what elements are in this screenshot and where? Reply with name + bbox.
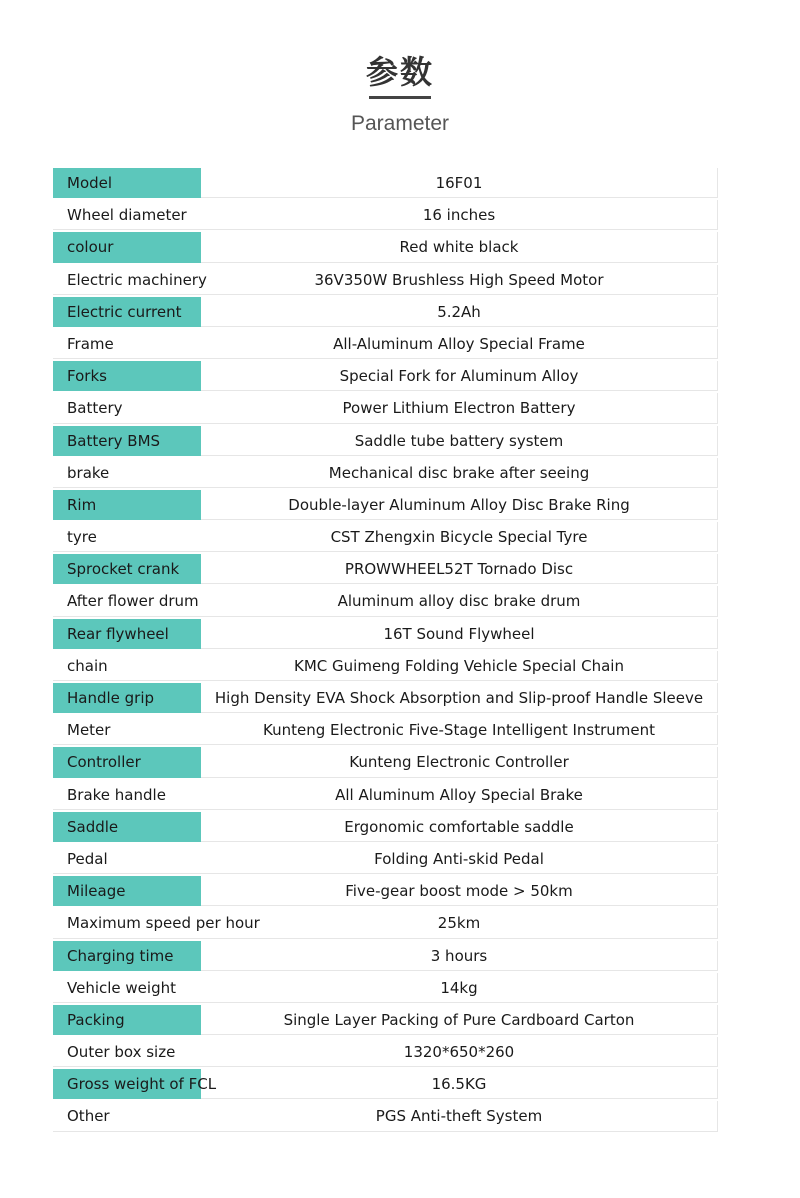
spec-row	[53, 522, 718, 552]
spec-value: Aluminum alloy disc brake drum	[201, 586, 718, 616]
spec-value: Special Fork for Aluminum Alloy	[201, 361, 718, 391]
spec-value: Kunteng Electronic Controller	[201, 747, 718, 777]
spec-row	[53, 941, 718, 971]
spec-row	[53, 1037, 718, 1067]
spec-row	[53, 490, 718, 520]
spec-label: Saddle	[53, 812, 201, 842]
spec-label: Mileage	[53, 876, 201, 906]
spec-row	[53, 458, 718, 488]
spec-value: Folding Anti-skid Pedal	[201, 844, 718, 874]
spec-label: Sprocket crank	[53, 554, 201, 584]
spec-row	[53, 747, 718, 777]
spec-label: Rear flywheel	[53, 619, 201, 649]
spec-label: Battery	[53, 393, 201, 423]
spec-label: After flower drum	[53, 586, 201, 616]
spec-value: 16.5KG	[201, 1069, 718, 1099]
spec-label: Frame	[53, 329, 201, 359]
spec-row	[53, 780, 718, 810]
spec-label: tyre	[53, 522, 201, 552]
spec-row	[53, 1069, 718, 1099]
spec-label: Wheel diameter	[53, 200, 201, 230]
spec-row	[53, 1005, 718, 1035]
page-title-en: Parameter	[350, 112, 450, 135]
spec-value: 16 inches	[201, 200, 718, 230]
spec-row	[53, 361, 718, 391]
spec-table	[53, 168, 718, 1134]
spec-label: Pedal	[53, 844, 201, 874]
spec-label: Brake handle	[53, 780, 201, 810]
spec-value: 1320*650*260	[201, 1037, 718, 1067]
spec-row	[53, 200, 718, 230]
spec-value: Mechanical disc brake after seeing	[201, 458, 718, 488]
spec-value: Single Layer Packing of Pure Cardboard Carton	[201, 1005, 718, 1035]
spec-label: Rim	[53, 490, 201, 520]
spec-label: Controller	[53, 747, 201, 777]
spec-row	[53, 329, 718, 359]
spec-value: 16F01	[201, 168, 718, 198]
spec-label: Other	[53, 1101, 201, 1131]
spec-value: All-Aluminum Alloy Special Frame	[201, 329, 718, 359]
spec-label: Battery BMS	[53, 426, 201, 456]
spec-row	[53, 586, 718, 616]
spec-value: 36V350W Brushless High Speed Motor	[201, 265, 718, 295]
spec-value: Double-layer Aluminum Alloy Disc Brake Ring	[201, 490, 718, 520]
spec-label: Outer box size	[53, 1037, 201, 1067]
spec-row	[53, 393, 718, 423]
spec-value: PROWWHEEL52T Tornado Disc	[201, 554, 718, 584]
spec-row	[53, 265, 718, 295]
spec-value: 14kg	[201, 973, 718, 1003]
spec-row	[53, 619, 718, 649]
spec-value: Kunteng Electronic Five-Stage Intelligent Instrument	[201, 715, 718, 745]
spec-label: Maximum speed per hour	[53, 908, 201, 938]
spec-label: Vehicle weight	[53, 973, 201, 1003]
spec-row	[53, 683, 718, 713]
spec-value: KMC Guimeng Folding Vehicle Special Chain	[201, 651, 718, 681]
spec-value: Saddle tube battery system	[201, 426, 718, 456]
spec-row	[53, 651, 718, 681]
spec-value: PGS Anti-theft System	[201, 1101, 718, 1131]
spec-label: Charging time	[53, 941, 201, 971]
spec-label: colour	[53, 232, 201, 262]
spec-label: Meter	[53, 715, 201, 745]
spec-value: Ergonomic comfortable saddle	[201, 812, 718, 842]
spec-value: Power Lithium Electron Battery	[201, 393, 718, 423]
spec-label: brake	[53, 458, 201, 488]
page-heading	[0, 50, 800, 137]
spec-row	[53, 232, 718, 262]
spec-value: 5.2Ah	[201, 297, 718, 327]
spec-row	[53, 297, 718, 327]
spec-label: chain	[53, 651, 201, 681]
spec-label: Model	[53, 168, 201, 198]
spec-label: Electric machinery	[53, 265, 201, 295]
spec-row	[53, 973, 718, 1003]
spec-row	[53, 908, 718, 938]
spec-value: Red white black	[201, 232, 718, 262]
spec-value: Five-gear boost mode > 50km	[201, 876, 718, 906]
spec-label: Handle grip	[53, 683, 201, 713]
spec-value: 16T Sound Flywheel	[201, 619, 718, 649]
title-underline	[369, 96, 431, 99]
page-title-cn: 参数	[365, 53, 434, 91]
spec-label: Packing	[53, 1005, 201, 1035]
spec-label: Forks	[53, 361, 201, 391]
spec-row	[53, 876, 718, 906]
spec-row	[53, 426, 718, 456]
spec-value: High Density EVA Shock Absorption and Slip-proof Handle Sleeve	[201, 683, 718, 713]
spec-value: 3 hours	[201, 941, 718, 971]
spec-row	[53, 715, 718, 745]
spec-row	[53, 812, 718, 842]
spec-value: 25km	[201, 908, 718, 938]
spec-row	[53, 844, 718, 874]
spec-row	[53, 168, 718, 198]
spec-row	[53, 1101, 718, 1131]
spec-row	[53, 554, 718, 584]
spec-label: Electric current	[53, 297, 201, 327]
spec-value: All Aluminum Alloy Special Brake	[201, 780, 718, 810]
spec-label: Gross weight of FCL	[53, 1069, 201, 1099]
spec-value: CST Zhengxin Bicycle Special Tyre	[201, 522, 718, 552]
